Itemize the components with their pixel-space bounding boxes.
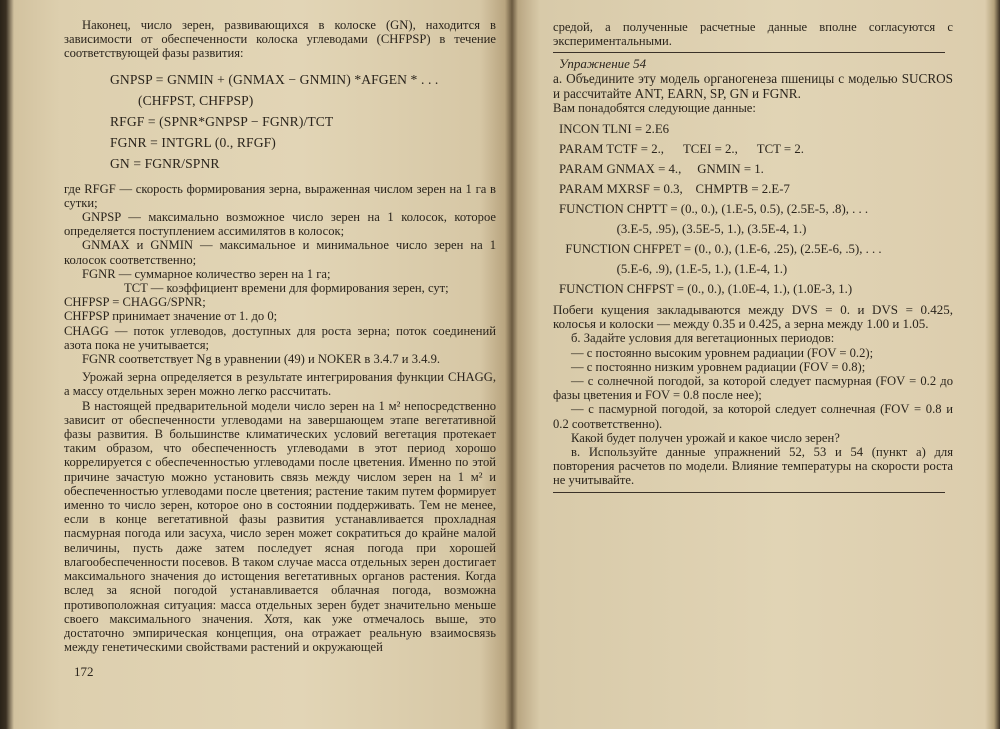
definition-fgnr-eq: FGNR соответствует Ng в уравнении (49) и NOKER в 3.4.7 и 3.4.9. bbox=[82, 352, 441, 367]
bottom-rule bbox=[553, 492, 945, 493]
data-needed-label: Вам понадобятся следующие данные: bbox=[553, 100, 756, 115]
code-function-chfpet: FUNCTION CHFPET = (0., 0.), (1.E-6, .25), (2.5E-6, .5), . . . bbox=[559, 242, 882, 257]
code-block bbox=[559, 119, 953, 299]
definitions bbox=[64, 182, 496, 367]
definition-tct: TCT — коэффициент времени для формирования зерен, сут; bbox=[124, 281, 449, 296]
code-param-mxrsf: PARAM MXRSF = 0.3, CHMPTB = 2.E-7 bbox=[559, 182, 790, 197]
definition-rfgf: где RFGF — скорость формирования зерна, выраженная числом зерен на 1 га в сутки; bbox=[64, 181, 496, 210]
shoots-paragraph: Побеги кущения закладываются между DVS = 0. и DVS = 0.425, колосья и колоски — между 0.35 и 0.425, а зерна между 1.00 и 1.05. bbox=[553, 302, 953, 332]
intro-paragraph: Наконец, число зерен, развивающихся в колоске (GN), находится в зависимости от обеспеченности колоска углеводами (CHFPSP) в течение соответствующей фазы развития: bbox=[64, 18, 496, 61]
body-paragraph-1: Урожай зерна определяется в результате интегрирования функции CHAGG, а массу отдельных зерен можно легко рассчитать. bbox=[64, 370, 496, 399]
code-function-chfpst: FUNCTION CHFPST = (0., 0.), (1.0E-4, 1.), (1.0E-3, 1.) bbox=[559, 282, 853, 297]
code-param-gnmax: PARAM GNMAX = 4., GNMIN = 1. bbox=[559, 162, 764, 177]
formula-gnpsp: GNPSP = GNMIN + (GNMAX − GNMIN) *AFGEN * . . . bbox=[110, 71, 439, 87]
formula-fgnr: FGNR = INTGRL (0., RFGF) bbox=[110, 134, 276, 150]
code-function-chptt: FUNCTION CHPTT = (0., 0.), (1.E-5, 0.5), (2.5E-5, .8), . . . bbox=[559, 202, 869, 217]
definition-gnpsp: GNPSP — максимально возможное число зерен на 1 колосок, которое определяется поступлением ассимилятов в колосок; bbox=[64, 210, 496, 239]
formula-gn: GN = FGNR/SPNR bbox=[110, 155, 220, 171]
definition-chfpsp-range: CHFPSP принимает значение от 1. до 0; bbox=[64, 309, 278, 324]
code-incon: INCON TLNI = 2.E6 bbox=[559, 122, 670, 137]
right-page bbox=[553, 20, 953, 493]
condition-1: — с постоянно высоким уровнем радиации (FOV = 0.2); bbox=[571, 345, 874, 360]
task-b: б. Задайте условия для вегетационных периодов: bbox=[571, 331, 835, 346]
condition-3: — с солнечной погодой, за которой следует пасмурная (FOV = 0.2 до фазы цветения и FOV = 0.8 после нее); bbox=[553, 374, 953, 403]
formula-gnpsp-cont: (CHFPST, CHFPSP) bbox=[110, 92, 254, 108]
exercise-title: Упражнение 54 bbox=[559, 56, 647, 72]
left-page bbox=[64, 18, 496, 654]
continuation-paragraph: средой, а полученные расчетные данные вполне согласуются с экспериментальными. bbox=[553, 20, 953, 49]
condition-4: — с пасмурной погодой, за которой следует солнечная (FOV = 0.8 и 0.2 соответственно). bbox=[553, 402, 953, 431]
section-rule bbox=[553, 52, 945, 53]
page-number: 172 bbox=[74, 664, 94, 679]
task-c: в. Используйте данные упражнений 52, 53 и 54 (пункт а) для повторения расчетов по модели. Влияние температуры на скорости роста не учитывайте. bbox=[553, 445, 953, 488]
condition-2: — с постоянно низким уровнем радиации (FOV = 0.8); bbox=[571, 359, 866, 374]
formula-rfgf: RFGF = (SPNR*GNPSP − FGNR)/TCT bbox=[110, 113, 334, 129]
definition-gnmax: GNMAX и GNMIN — максимальное и минимальное число зерен на 1 колосок соответственно; bbox=[64, 238, 496, 267]
definition-chagg: CHAGG — поток углеводов, доступных для роста зерна; поток соединений азота пока не учитывается; bbox=[64, 323, 496, 352]
definition-fgnr: FGNR — суммарное количество зерен на 1 га; bbox=[82, 266, 331, 281]
question: Какой будет получен урожай и какое число зерен? bbox=[571, 430, 840, 445]
code-function-chptt-cont: (3.E-5, .95), (3.5E-5, 1.), (3.5E-4, 1.) bbox=[559, 222, 807, 237]
code-function-chfpet-cont: (5.E-6, .9), (1.E-5, 1.), (1.E-4, 1.) bbox=[559, 262, 788, 277]
code-param-tctf: PARAM TCTF = 2., TCEI = 2., TCT = 2. bbox=[559, 142, 804, 157]
body-paragraph-2: В настоящей предварительной модели число зерен на 1 м² непосредственно зависит от обеспеченности углеводами на завершающем этапе вегетативной фазы развития. В большинстве климатических условий вегетация протекает таким образом, что обеспеченность углеводами в этот период хорошо коррелируется с обеспеченностью углеводами после цветения. Именно по этой причине зачастую можно установить связь между числом зерен на 1 м² и обеспеченностью углеводами после цветения; растение таким путем формирует именно то число зерен, которое оно в состоянии поддерживать. Тем не менее, если в конце вегетативной фазы развития устанавливается прохладная пасмурная погода или засуха, число зерен может сократиться до крайне малой величины, пусть даже затем последует ясная погода при хорошей влагообеспеченности посевов. В таком случае масса отдельных зерен достигает максимального значения до истощения вегетативных органов растения. Когда вслед за ясной погодой устанавливается облачная погода, возможна противоположная ситуация: масса отдельных зерен будет значительно меньше своего максимального значения. Хотя, как уже отмечалось выше, это достаточно эмпирическая концепция, она отражает реальную взаимосвязь между генетическими свойствами растений и окружающей bbox=[64, 398, 496, 655]
definition-chfpsp: CHFPSP = CHAGG/SPNR; bbox=[64, 295, 206, 310]
task-a: а. Объедините эту модель органогенеза пшеницы с моделью SUCROS и рассчитайте ANT, EARN, SP, GN и FGNR. bbox=[553, 71, 953, 101]
formula-block bbox=[110, 71, 496, 172]
